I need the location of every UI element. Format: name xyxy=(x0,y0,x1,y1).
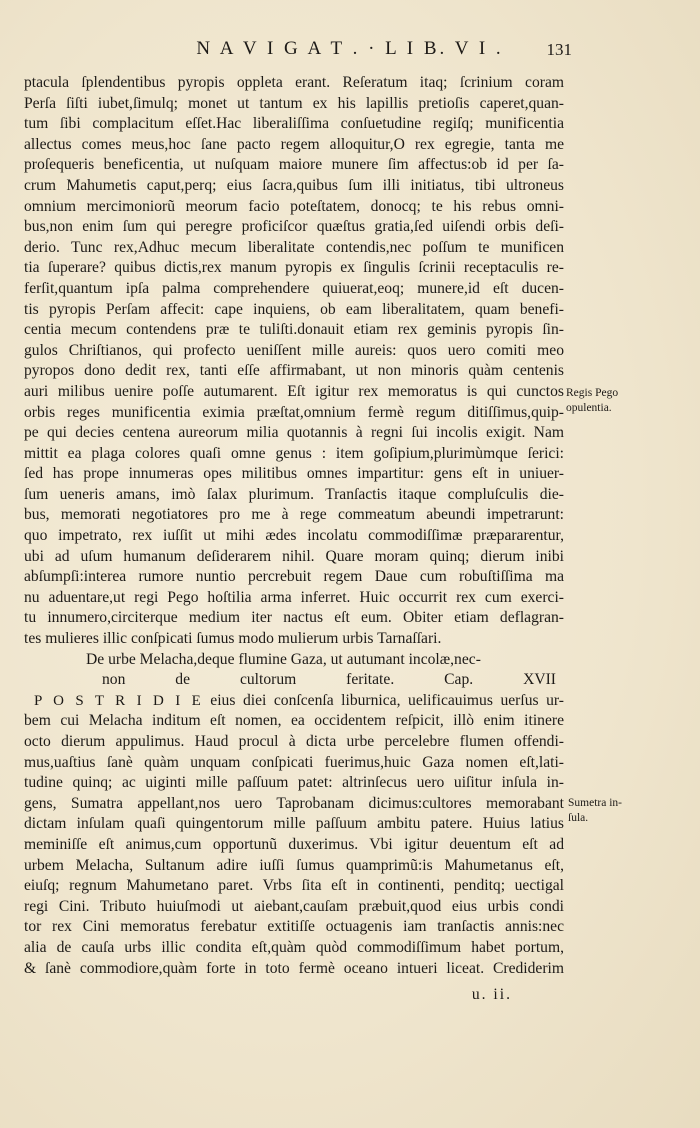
text-line: bus,non enim ſum qui peregre proficiſcor quæſtus gratia,ſed uiſendi orbis deſi- xyxy=(24,218,564,236)
chapter-heading-line2 xyxy=(24,670,564,691)
text-line: allectus comes meus,hoc ſane pacto regem alloquitur,O rex egregie, tanta me xyxy=(24,135,564,153)
margin-note-line: opulentia. xyxy=(566,402,612,414)
text-line: mus,uaſtius ſanè quàm unquam conſpicati fuerimus,huic Gaza nomen eſt,lati- xyxy=(24,753,564,771)
text-line: ubi ad uſum humanum deſiderarem nihil. Quare moram quinq; dierum inibi xyxy=(24,547,564,565)
text-line: bem cui Melacha inditum eſt nomen, ea occidentem reſpicit, illò enim itinere xyxy=(24,712,564,730)
text-line: crum Mahumetis caput,perq; eius ſacra,quibus ſum illi initiatus, tibi ultroneus xyxy=(24,176,564,194)
running-head: N A V I G A T . · L I B. V I . xyxy=(196,38,504,59)
chapter-heading-text: non de cultorum feritate. xyxy=(102,671,395,689)
text-line: octo dierum appulimus. Haud procul à dicta urbe percelebre flumen offendi- xyxy=(24,733,564,750)
text-line: ferſit,quantum ipſa palma comprehendere quiuerat,eoq; munere,id eſt ducen- xyxy=(24,279,564,297)
margin-note-line: Sumetra in- xyxy=(568,797,622,809)
margin-note-line: Regis Pego xyxy=(566,387,619,399)
text-line: orbis reges munificentia eximia præſtat,omnium fermè regum ditiſſimus,quip- xyxy=(24,403,564,421)
text-line: eiuſq; regnum Mahumetano paret. Vrbs ſita eſt in continenti, penditq; uectigal xyxy=(24,877,564,895)
text-line: tum ſibi complacitum eſſet.Hac liberaliſſima conſuetudine regiſq; munificentia xyxy=(24,115,564,133)
text-line: tudine quinq; ac uiginti mille paſſuum patet: altrinſecus uero uiſitur inſula in- xyxy=(24,774,564,792)
text-line: mittit ea plaga colores quaſi omne genus : item goſipium,plurimùmque ſerici: xyxy=(24,444,564,462)
text-line: centia mecum contendens præ te tuliſti.donauit etiam rex geminis pyropis ſin- xyxy=(24,321,564,339)
text-line: tor rex Cini memoratus ferebatur extitiſſe octuagenis iam tranſactis annis:nec xyxy=(24,918,564,936)
incipit-line xyxy=(24,691,564,712)
chapter-number: Cap. XVII xyxy=(444,671,556,689)
text-line: ſed has prope innumeras opes militibus omnes impartitur: gens eſt in uniuer- xyxy=(24,465,564,483)
margin-note-regis-pego xyxy=(566,386,618,416)
text-line: quo impetrato, rex iuſſit ut mihi ædes incolatu commodiſſimæ præpararentur, xyxy=(24,527,564,545)
text-line: regi Cini. Tributo huiuſmodi ut aiebant,cauſam præbuit,quod eius urbis condi xyxy=(24,897,564,915)
text-line: urbem Melacha, Sultanum adire iuſſi ſumus quamprimũ:is Mahumetanus eſt, xyxy=(24,856,564,874)
text-line: meminiſſe eſt animus,cum opportunũ duxerimus. Vbi igitur deuentum eſt ad xyxy=(24,835,564,853)
text-line: tia ſuperare? quibus dictis,rex manum pyropis ex ſingulis ſcrinii receptaculis re- xyxy=(24,259,564,277)
body-text xyxy=(24,73,564,979)
text-line: pyropos dono dedit rex, tanti eſſe affirmabant, ut non minoris quàm centenis xyxy=(24,362,564,380)
text-line: tes mulieres illic conſpicati ſumus modo mulierum urbis Tarnaſſari. xyxy=(24,630,442,648)
text-line: proſequeris beneficentia, ut nuſquam maiore munere ſim affectus:ob id per ſa- xyxy=(24,156,564,174)
text-line: pe qui decies centena aureorum milia quotannis à regni ſui incolis exigit. Nam xyxy=(24,424,564,442)
chapter-heading-line1: De urbe Melacha,deque flumine Gaza, ut autumant incolæ,nec- xyxy=(86,650,481,668)
text-line: tis pyropis Perſam affecit: cape inquiens, ob eam liberalitatem, quam benefi- xyxy=(24,300,564,318)
margin-note-sumatra xyxy=(568,796,622,826)
text-line: nu aduentare,ut regi Pego hoſtilia arma inferret. Huic occurrit rex cum exerci- xyxy=(24,588,564,606)
text-line: abſumpſi:interea rumore nuntio percrebuit regem Daue cum robuſtiſſima ma xyxy=(24,568,564,586)
text-line: ptacula ſplendentibus pyropis oppleta erant. Reſeratum itaq; ſcrinium coram xyxy=(24,74,564,91)
incipit-word: P O S T R I D I E xyxy=(34,692,203,709)
catchword: u. ii. xyxy=(471,986,512,1003)
text-line: derio. Tunc rex,Adhuc mecum liberalitate contendis,nec poſſum te munificen xyxy=(24,238,564,256)
text-line: & ſanè commodiore,quàm forte in toto fermè oceano intueri liceat. Crediderim xyxy=(24,959,564,977)
text-line: ſum ueneris amans, imò ſalax plurimum. Tranſactis itaque compluſculis die- xyxy=(24,485,564,503)
text-line: dictam inſulam quaſi quingentorum mille paſſuum ambitu patere. Huius latius xyxy=(24,815,564,833)
text-line: gens, Sumatra appellant,nos uero Taprobanam dicimus:cultores memorabant xyxy=(24,794,564,812)
margin-note-line: ſula. xyxy=(568,812,589,824)
text-line: auri milibus uenire poſſe autumarent. Eſt igitur rex memoratus is qui cunctos xyxy=(24,382,564,400)
text-line: omnium mercimoniorũ meorum facio poteſtatem, donocq; te his rebus omni- xyxy=(24,197,564,215)
text-line: alia de cauſa urbs illic condita eſt,quàm quòd commodiſſimum habet portum, xyxy=(24,938,564,956)
text-line: bus, memorati negotiatores pro me à rege commeatum abeundi impetrarunt: xyxy=(24,506,564,524)
text-line: tu innumero,circiterque medium iter nactus eſt eum. Obiter etiam deflagran- xyxy=(24,609,564,627)
page-number: 131 xyxy=(546,40,572,59)
incipit-rest: eius diei conſcenſa liburnica, uelificauimus uerſus ur- xyxy=(210,691,564,709)
text-line: gulos Chriſtianos, qui profecto ueniſſent mille aureis: quos uero comiti meo xyxy=(24,341,564,359)
text-line: Perſa ſiſti iubet,ſimulq; monet ut tantum ex his lapillis pretioſis caperet,quan- xyxy=(24,94,564,112)
